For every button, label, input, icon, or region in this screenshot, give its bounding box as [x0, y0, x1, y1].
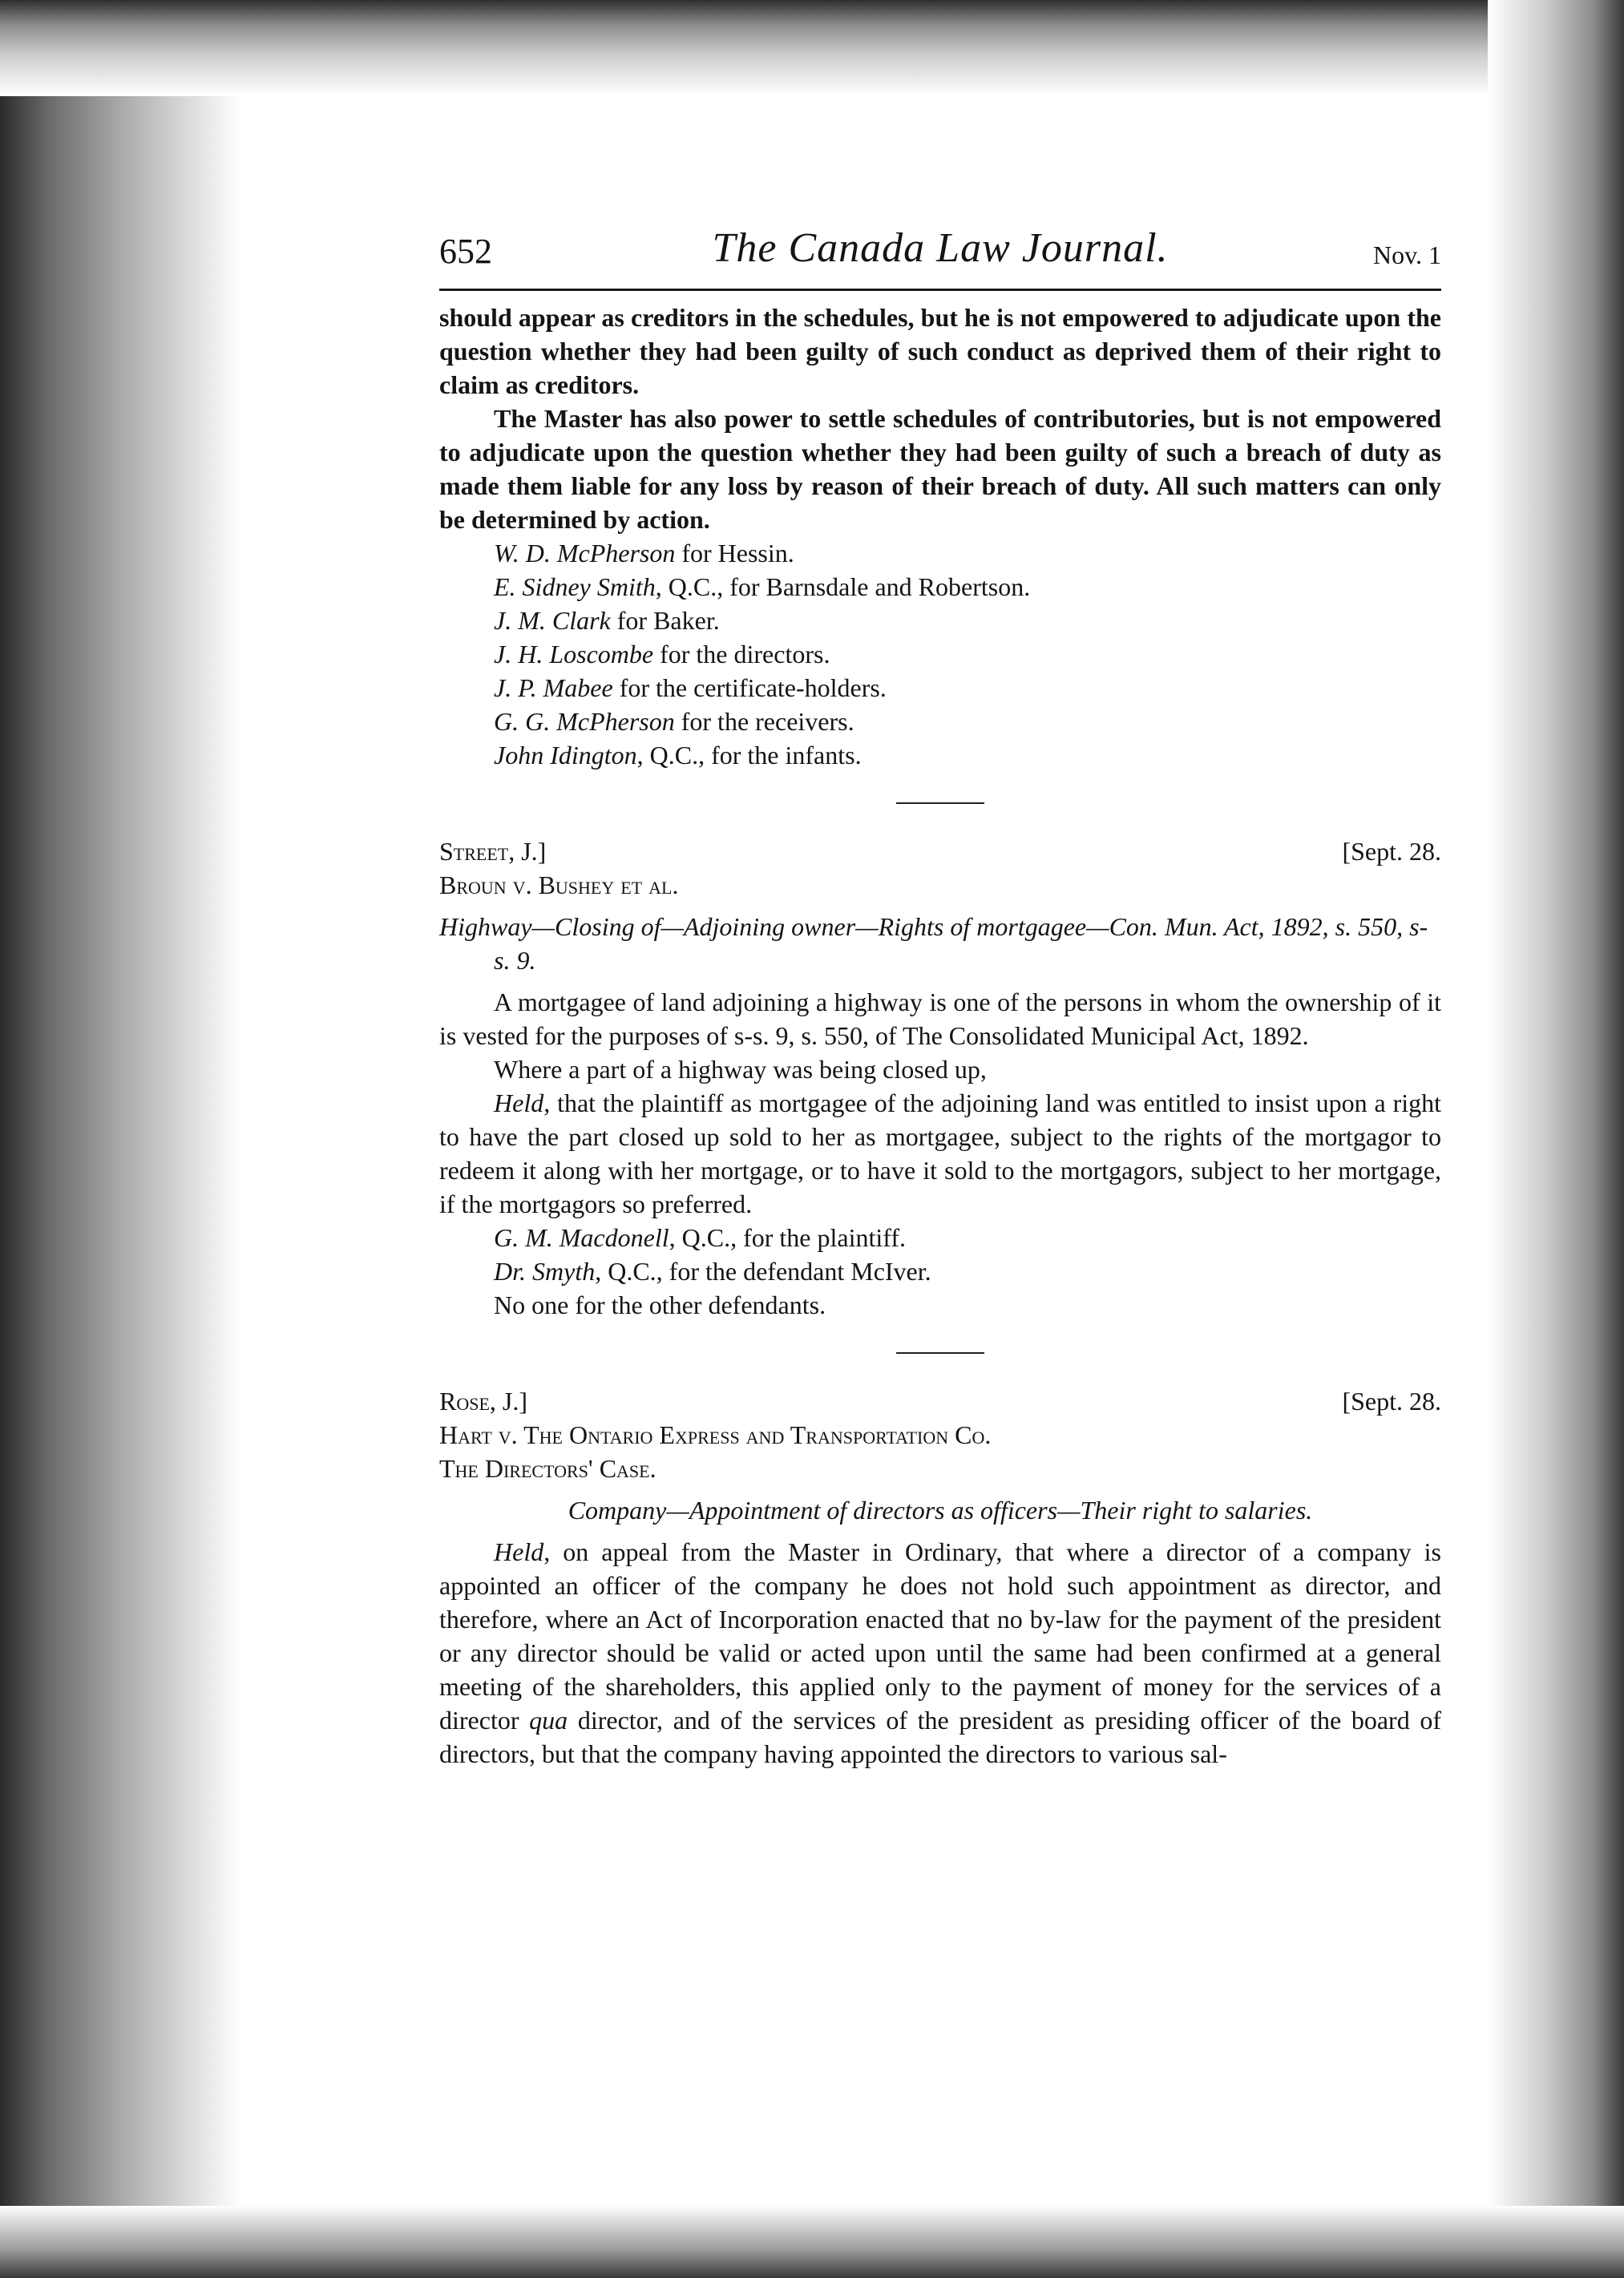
decision-date: [Sept. 28.: [1342, 837, 1441, 866]
counsel-name: G. M. Macdonell: [494, 1223, 669, 1252]
section-divider: [896, 1352, 984, 1354]
case-headnote: Highway—Closing of—Adjoining owner—Rights of mortgagee—Con. Mun. Act, 1892, s. 550, s-s. 9.: [439, 912, 1428, 975]
counsel-name: G. G. McPherson: [494, 707, 675, 736]
scan-shadow-left: [0, 0, 240, 2278]
page-number: 652: [439, 232, 492, 271]
scan-shadow-top: [0, 0, 1624, 96]
counsel-role: , Q.C., for Barnsdale and Robertson.: [655, 572, 1031, 601]
counsel-role: for the receivers.: [674, 707, 854, 736]
case-hart-v-ontario-express: [439, 1384, 1441, 1771]
counsel-line: [439, 705, 1441, 738]
counsel-line: [439, 671, 1441, 705]
counsel-line: [439, 604, 1441, 637]
journal-title: The Canada Law Journal.: [712, 225, 1169, 271]
counsel-role: for the directors.: [653, 640, 830, 668]
counsel-role: for Baker.: [610, 606, 720, 635]
counsel-line: [439, 570, 1441, 604]
held-word: Held: [494, 1537, 544, 1566]
case-title: Broun v. Bushey et al.: [439, 870, 679, 899]
header-date: Nov. 1: [1372, 240, 1441, 269]
case-headnote: Company—Appointment of directors as officers—Their right to salaries.: [568, 1496, 1313, 1525]
paragraph-contributories: The Master has also power to settle schedules of contributories, but is not empowered to adjudicate upon the question whether they had been guilty of such a breach of duty as made them liable for any loss by reason of their breach of duty. All such matters can only be determined by action.: [439, 404, 1441, 534]
holding-text: , on appeal from the Master in Ordinary, that where a director of a company is appointed an officer of the company he does not hold such appointment as director, and therefore, where an Act of Incorporation enacted that no by-law for the payment of the president or any director should be valid or acted upon until the same had been confirmed at a general meeting of the shareholders, this applied only to the payment of money for the services of a director: [439, 1537, 1441, 1735]
counsel-role: , Q.C., for the infants.: [636, 741, 862, 769]
case-paragraph: Where a part of a highway was being closed up,: [494, 1055, 987, 1084]
counsel-name: J. H. Loscombe: [494, 640, 654, 668]
held-word: Held: [494, 1089, 544, 1117]
counsel-role: , Q.C., for the defendant McIver.: [595, 1257, 931, 1286]
scan-shadow-right: [1488, 0, 1624, 2278]
running-head: [439, 224, 1441, 291]
section-divider: [896, 802, 984, 804]
judge-line: [439, 1384, 1441, 1418]
counsel-role: for Hessin.: [675, 539, 794, 567]
counsel-role: , Q.C., for the plaintiff.: [669, 1223, 906, 1252]
holding-text-cont: director, and of the services of the president as presiding officer of the board of directors, but that the company having appointed the directors to various sal-: [439, 1706, 1442, 1768]
counsel-name: John Idington: [494, 741, 637, 769]
counsel-name: Dr. Smyth: [494, 1257, 596, 1286]
case-broun-v-bushey: [439, 834, 1441, 1322]
holding-text: , that the plaintiff as mortgagee of the adjoining land was entitled to insist upon a right to have the part closed up sold to her as mortgagee, subject to the rights of the mortgagor to redeem it along with her mortgage, or to have it sold to the mortgagors, subject to her mortgage, if the mortgagors so preferred.: [439, 1089, 1441, 1218]
counsel-name: J. M. Clark: [494, 606, 611, 635]
counsel-name: J. P. Mabee: [494, 673, 613, 702]
counsel-role: for the certificate-holders.: [612, 673, 887, 702]
decision-date: [Sept. 28.: [1342, 1387, 1441, 1416]
qua-word: qua: [529, 1706, 568, 1735]
judge-name: Rose, J.]: [439, 1387, 528, 1416]
judge-name: Street, J.]: [439, 837, 547, 866]
counsel-line: [439, 536, 1441, 570]
judge-line: [439, 834, 1441, 868]
case-holding: [439, 1086, 1441, 1221]
case-holding: [439, 1535, 1441, 1771]
scan-shadow-bottom: [0, 2206, 1624, 2278]
counsel-line: [439, 1254, 1441, 1288]
counsel-line: [439, 1221, 1441, 1254]
counsel-line: [439, 637, 1441, 671]
counsel-name: W. D. McPherson: [494, 539, 676, 567]
case-title: Hart v. The Ontario Express and Transportation Co.: [439, 1420, 992, 1449]
case-paragraph: A mortgagee of land adjoining a highway is one of the persons in whom the ownership of it is vested for the purposes of s-s. 9, s. 550, of The Consolidated Municipal Act, 1892.: [439, 988, 1441, 1050]
journal-page: [439, 224, 1441, 2212]
counsel-line: [439, 738, 1441, 772]
page-body: [439, 301, 1441, 1771]
paragraph-creditors: should appear as creditors in the schedules, but he is not empowered to adjudicate upon the question whether they had been guilty of such conduct as deprived them of their right to claim as creditors.: [439, 303, 1441, 399]
counsel-name: E. Sidney Smith: [494, 572, 656, 601]
counsel-line: No one for the other defendants.: [494, 1290, 826, 1319]
counsel-list-1: [439, 536, 1441, 772]
case-subtitle: The Directors' Case.: [439, 1454, 656, 1483]
